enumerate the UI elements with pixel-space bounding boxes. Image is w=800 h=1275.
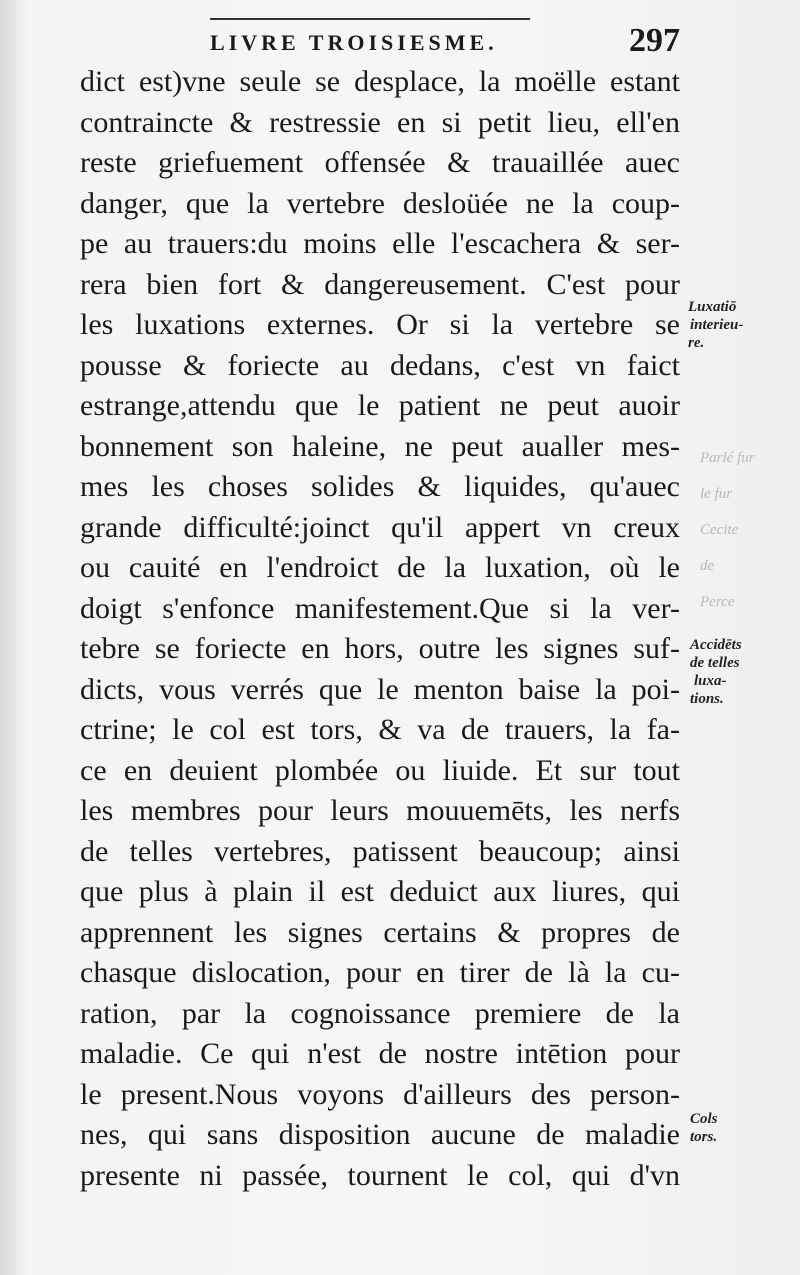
bleed-line: Cecite — [700, 522, 739, 538]
bleed-line: de — [700, 558, 715, 574]
marginal-line: de telles — [690, 655, 740, 671]
page-header — [200, 18, 680, 62]
text-line: les luxations externes. Or si la vertebre se — [80, 308, 680, 341]
text-line: le present.Nous voyons d'ailleurs des person- — [80, 1077, 680, 1111]
marginal-line: interieu- — [690, 317, 744, 333]
running-head: LIVRE TROISIESME. — [210, 30, 498, 55]
page-number: 297 — [629, 22, 680, 59]
text-line: rera bien fort & dangereusement. C'est pour — [80, 267, 680, 301]
text-line: dicts, vous verrés que le menton baise la poi- — [80, 672, 680, 706]
text-line: de telles vertebres, patissent beaucoup; ainsi — [80, 834, 680, 868]
text-line: chasque dislocation, pour en tirer de là la cu- — [80, 956, 680, 989]
text-line: doigt s'enfonce manifestement.Que si la ver- — [80, 591, 680, 625]
marginal-note-accidents — [690, 636, 742, 708]
marginal-line: re. — [688, 335, 705, 351]
text-line: contraincte & restressie en si petit lieu, ell'en — [80, 105, 680, 139]
marginal-line: luxa- — [694, 673, 727, 689]
text-line: que plus à plain il est deduict aux liures, qui — [80, 875, 680, 908]
text-line: presente ni passée, tournent le col, qui d'vn — [80, 1158, 680, 1192]
marginal-line: Luxatiō — [688, 299, 737, 315]
text-line: les membres pour leurs mouuemēts, les nerfs — [80, 794, 680, 827]
text-line: nes, qui sans disposition aucune de maladie — [80, 1118, 680, 1151]
text-line: ou cauité en l'endroict de la luxation, où le — [80, 551, 680, 584]
text-line: pe au trauers:du moins elle l'escachera & ser- — [80, 227, 680, 260]
bleed-line: Perce — [700, 594, 735, 610]
text-line: tebre se foriecte en hors, outre les signes suf- — [80, 632, 680, 665]
text-line: danger, que la vertebre desloüée ne la coup- — [80, 186, 680, 220]
text-line: maladie. Ce qui n'est de nostre intētion pour — [80, 1037, 680, 1070]
marginal-line: tions. — [690, 691, 724, 707]
text-line: ctrine; le col est tors, & va de trauers, la fa- — [80, 713, 680, 746]
marginal-line: tors. — [690, 1129, 718, 1145]
text-line: estrange,attendu que le patient ne peut auoir — [80, 389, 680, 422]
text-line: ce en deuient plombée ou liuide. Et sur tout — [80, 753, 680, 787]
text-line: apprennent les signes certains & propres de — [80, 915, 680, 949]
text-line: mes les choses solides & liquides, qu'auec — [80, 470, 680, 503]
text-line: pousse & foriecte au dedans, c'est vn faict — [80, 348, 680, 382]
text-line: ration, par la cognoissance premiere de la — [80, 996, 680, 1030]
bleed-line: Parlé fur — [700, 450, 755, 466]
marginal-note-luxation-interieure — [688, 298, 743, 352]
header-rule — [210, 18, 530, 20]
text-line: reste griefuement offensée & trauaillée auec — [80, 146, 680, 179]
text-line: grande difficulté:joinct qu'il appert vn creux — [80, 510, 680, 544]
marginal-line: Accidēts — [690, 637, 742, 653]
marginal-note-cols-tors — [690, 1110, 718, 1146]
bleed-line: le fur — [700, 486, 733, 502]
text-line: dict est)vne seule se desplace, la moëlle estant — [80, 65, 680, 98]
text-line: bonnement son haleine, ne peut aualler mes- — [80, 429, 680, 463]
marginal-line: Cols — [690, 1111, 718, 1127]
body-text — [80, 62, 680, 1196]
